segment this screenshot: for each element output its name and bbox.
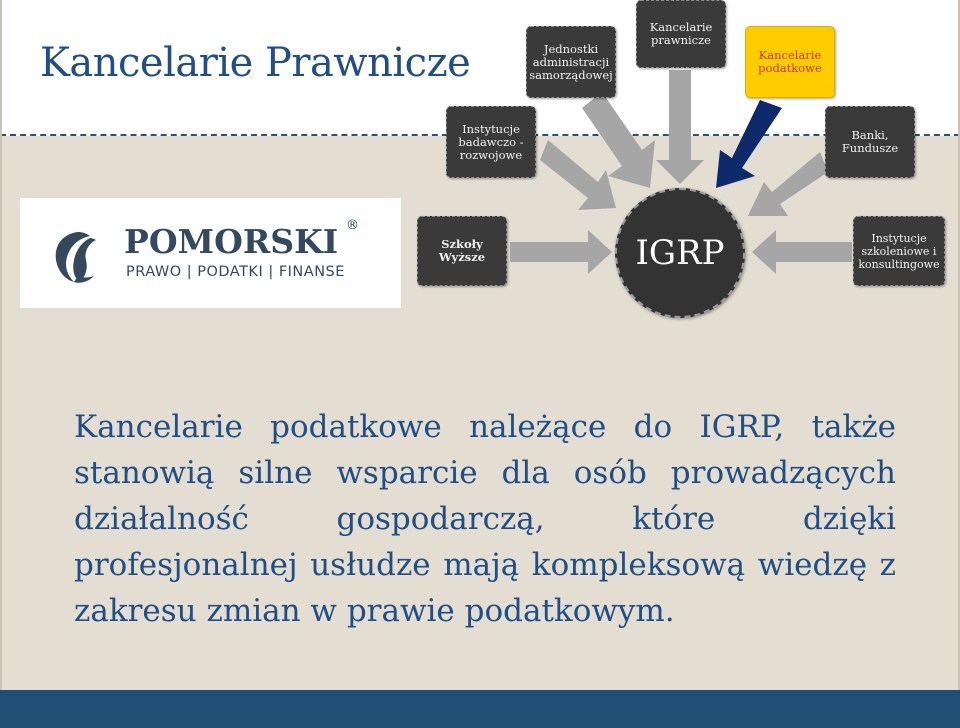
pomorski-logo [20,198,401,308]
pomorski-logo-mark-icon [44,224,108,288]
slide-title: Kancelarie Prawnicze [40,40,471,86]
node-label: Szkoły Wyższe [438,237,486,264]
arrow-kancelarie-prawnicze [656,70,704,184]
arrow-banki [748,152,828,216]
node-szkoly-wyzsze [417,216,507,286]
hub-igrp [615,188,745,318]
node-label: Jednostki administracji samorządowej [529,41,613,82]
node-label: Kancelarie prawnicze [649,20,713,47]
node-kancelarie-podatkowe [745,26,835,98]
arrow-instytucje-badawcze [540,140,616,210]
node-instytucje-badawcze [446,106,536,178]
node-label: Kancelarie podatkowe [758,48,822,75]
logo-name: POMORSKI [124,222,339,261]
arrow-instytucje-szkoleniowe [752,230,852,274]
node-jednostki-administracji [526,26,616,98]
footer-band [0,690,960,728]
node-label: Banki, Fundusze [841,128,899,155]
body-paragraph: Kancelarie podatkowe należące do IGRP, także stanowią silne wsparcie dla osób prowadzących działalność gospodarczą, które dzięki profesjonalnej usłudze mają kompleksową wiedzę z zakresu zmian w prawie podatkowym. [74,409,896,629]
arrow-kancelarie-podatkowe [716,100,782,188]
node-kancelarie-prawnicze [636,0,726,68]
arrow-jednostki [582,92,655,188]
node-label: Instytucje szkoleniowe i konsultingowe [858,231,940,271]
arrow-szkoly [510,230,612,274]
node-instytucje-szkoleniowe [853,216,945,286]
hub-label: IGRP [635,233,725,273]
node-label: Instytucje badawczo - rozwojowe [458,121,524,162]
logo-registered-mark: ® [346,218,359,233]
logo-tagline: PRAWO | PODATKI | FINANSE [126,264,345,280]
node-banki-fundusze [825,106,915,178]
